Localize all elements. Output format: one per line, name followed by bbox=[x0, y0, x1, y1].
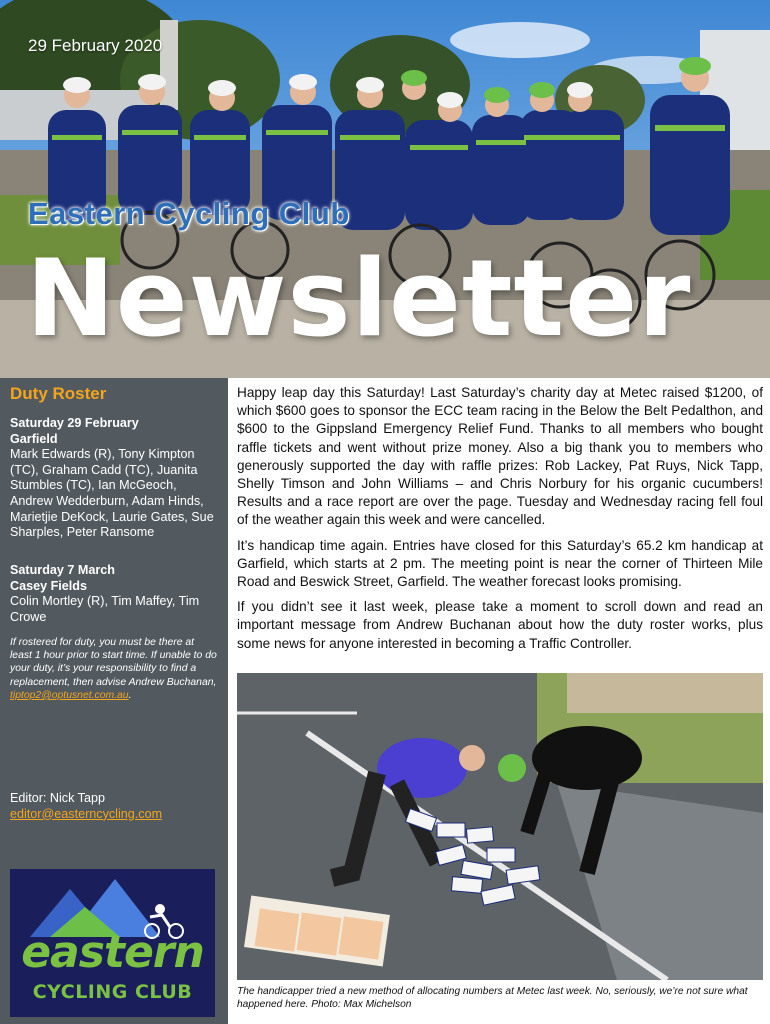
roster-people: Mark Edwards (R), Tony Kimpton (TC), Graham Cadd (TC), Juanita Stumbles (TC), Ian McGeoch, Andrew Wedderburn, Adam Hinds, Marietjie DeKock, Laurie Gates, Sue Sharples, Peter Ransome bbox=[10, 447, 214, 540]
article-paragraph: If you didn’t see it last week, please take a moment to scroll down and read an important message from Andrew Buchanan about how the duty roster works, plus some news for anyone interested in becoming a Traffic Controller. bbox=[237, 599, 763, 651]
duty-roster-sidebar bbox=[0, 378, 228, 1024]
issue-date: 29 February 2020 bbox=[28, 36, 163, 55]
article-body bbox=[237, 384, 763, 660]
article-paragraph: Happy leap day this Saturday! Last Saturday’s charity day at Metec raised $1200, of which $600 goes to sponsor the ECC team racing in the Below the Belt Pedalthon, and $600 to the Gippsland Emergency Relief Fund. Thanks to all members who bought raffle tickets and went without prize money. Also a big thank you to members who generously supported the day with raffle prizes: Rob Lackey, Pat Ruys, Nick Tapp, Shelly Timson and John Williams – and Chris Norbury for his organic cucumbers! Results and a race report are over the page. Tuesday and Wednesday racing fell foul of the weather again this week and were cancelled. bbox=[237, 385, 763, 528]
editor-info bbox=[10, 791, 162, 822]
roster-entry bbox=[10, 416, 218, 541]
roster-venue: Casey Fields bbox=[10, 578, 88, 593]
roster-entry bbox=[10, 563, 218, 625]
duty-roster-heading: Duty Roster bbox=[10, 384, 107, 403]
roster-people: Colin Mortley (R), Tim Maffey, Tim Crowe bbox=[10, 594, 200, 624]
logo-wordmark: eastern bbox=[21, 927, 204, 978]
club-name-heading: Eastern Cycling Club bbox=[28, 196, 350, 231]
article-photo bbox=[237, 673, 763, 980]
roster-date: Saturday 7 March bbox=[10, 563, 115, 577]
roster-duty-note: If rostered for duty, you must be there at least 1 hour prior to start time. If unable to do your duty, it’s your responsibility to find a replacement, then advise Andrew Buchanan, tiptop2@optusnet.com.au. bbox=[10, 637, 217, 701]
roster-date: Saturday 29 February bbox=[10, 416, 139, 430]
club-logo bbox=[10, 869, 215, 1017]
article-paragraph: It’s handicap time again. Entries have closed for this Saturday’s 65.2 km handicap at Garfield, which starts at 2 pm. The meeting point is near the corner of Thirteen Mile Road and Beswick Street, Garfield. The weather forecast looks promising. bbox=[237, 537, 763, 590]
hero-banner bbox=[0, 0, 770, 378]
editor-label: Editor: Nick Tapp bbox=[10, 791, 105, 805]
editor-email-link[interactable]: editor@easterncycling.com bbox=[10, 806, 163, 821]
newsletter-title: Newsletter bbox=[26, 237, 692, 360]
duty-note-text: If rostered for duty, you must be there at least 1 hour prior to start time. If unable to do your duty, it’s your responsibility to find a replacement, then advise Andrew Buchanan, bbox=[10, 637, 217, 688]
duty-contact-email-link[interactable]: tiptop2@optusnet.com.au bbox=[10, 689, 129, 701]
photo-caption: The handicapper tried a new method of allocating numbers at Metec last week. No, seriously, we’re not sure what happened here. Photo: Max Michelson bbox=[237, 986, 748, 1010]
logo-subtitle: CYCLING CLUB bbox=[32, 981, 193, 1003]
roster-venue: Garfield bbox=[10, 431, 58, 446]
race-numbers-photo bbox=[237, 673, 763, 980]
